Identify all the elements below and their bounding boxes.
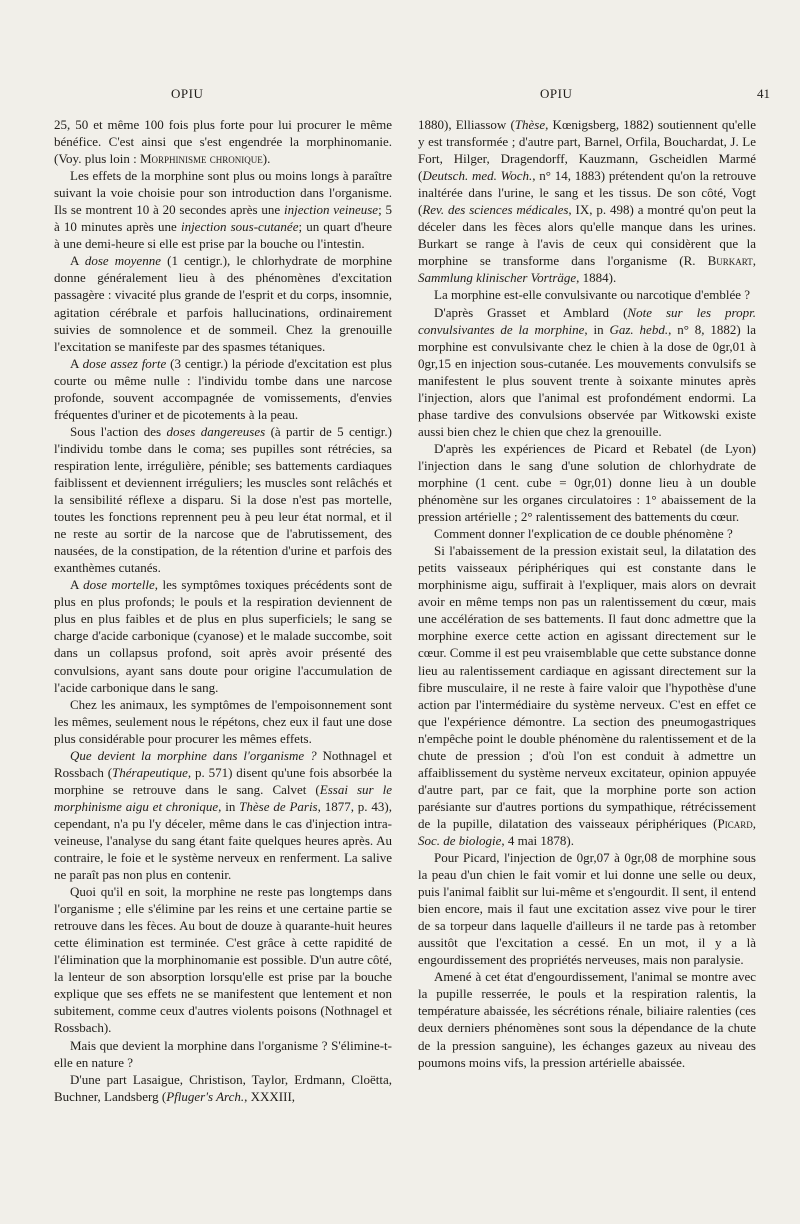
paragraph [54,883,392,1036]
small-caps-text: Morphinisme chronique [139,151,263,167]
text-run: Chez les animaux, les symptômes de l'empoisonnement sont les mêmes, seulement nous le répétons, chez eux il faut une dose plus considérable pour procurer les mêmes effets. [54,696,392,746]
italic-text: Que devient la morphine dans l'organisme ? [70,747,317,763]
text-run: , in [218,798,240,814]
text-run: 25, 50 et même 100 fois plus forte pour lui procurer le même bénéfice. C'est ainsi que s'est engendrée la morphinomanie. (Voy. plus loin : [54,117,392,167]
text-run: Sous l'action des [70,423,167,439]
text-run: A [70,355,83,371]
small-caps-text: Picard [717,815,753,831]
paragraph [418,542,756,849]
italic-text: Note sur les propr. convulsivantes de la morphine [418,304,756,337]
italic-text: Pfluger's Arch. [166,1088,245,1104]
paragraph [418,304,756,440]
text-run: , n° 14, 1883) prétendent qu'on la retrouve inaltérée dans l'urine, le sang et les tissus. De son côté, Vogt ( [418,168,756,218]
italic-text: doses dangereuses [166,423,266,439]
text-run: (à partir de 5 centigr.) l'individu tombe dans le coma; ses pupilles sont rétrécies, sa respiration lente, irrégulière, pénible; ses battements cardiaques faiblissent et deviennent irréguliers; les muscles sont relâchés et la sensibilité réflexe a disparu. Si la dose n'est pas mortelle, toutes les fonctions reprennent peu à peu leur état normal, et il ne reste au sortir de la narcose que de l'abrutissement, des nausées, de la constipation, de la rétention d'urine et parfois des exanthèmes cutanés. [54,423,392,576]
page-number: 41 [757,86,770,101]
text-run: (3 centigr.) la période d'excitation est plus courte ou même nulle : l'individu tombe dans une narcose profonde, souvent accompagnée de vomissements, d'envies fréquentes d'uriner et de picotements à la peau. [54,355,392,422]
text-run: 1880), Elliassow ( [418,117,515,132]
text-run: ). [262,151,271,167]
text-run: , [752,253,756,269]
text-run: ; un quart d'heure à une demi-heure si elle est prise par la bouche ou l'intestin. [54,219,393,252]
text-run: Amené à cet état d'engourdissement, l'animal se montre avec la pupille resserrée, le pouls et la respiration ralentis, la température abaissée, les sécrétions rénale, biliaire ralenties (ces deux derniers phénomènes sont sous la dépendance de la chute de la pression sanguine), les échanges gazeux au niveau des poumons moins vifs, la pression artérielle abaissée. [418,969,756,1070]
text-run: (1 centigr.), le chlorhydrate de morphine donne généralement lieu à des phénomènes d'excitation passagère : vivacité plus grande de l'esprit et du corps, insomnie, agitation cérébrale et parfois hallucinations, ordinairement suivies de somnolence et de sommeil. Chez la grenouille l'excitation se manifeste par des spasmes tétaniques. [54,253,393,354]
text-run: Les effets de la morphine sont plus ou moins longs à paraître suivant la voie choisie pour son introduction dans l'organisme. Ils se montrent 10 à 20 secondes après une [54,168,392,218]
italic-text: Essai sur le morphinisme aigu et chronique [54,781,393,814]
text-run: , les symptômes toxiques précédents sont de plus en plus profonds; le pouls et la respiration deviennent de plus en plus faibles et de plus en plus superficiels; le sang se charge d'acide carbonique (cyanose) et le malade succombe, soit dans un collapsus profond, soit après avoir présenté des convulsions, ayant sans doute pour origine l'accumulation de l'acide carbonique dans le sang. [54,577,393,695]
text-run: A [70,577,84,593]
small-caps-text: Burkart [707,253,753,269]
italic-text: Thérapeutique [112,764,188,780]
paragraph [418,116,756,286]
text-run: Quoi qu'il en soit, la morphine ne reste pas longtemps dans l'organisme ; elle s'élimine par les reins et une certaine partie se retrouve dans les fèces. Au bout de douze à quarante-huit heures cette élimination est terminée. C'est grâce à cette rapidité de l'élimination que la morphinomanie est possible. D'un autre côté, la lenteur de son absorption lorsqu'elle est prise par la bouche explique que ses effets ne se manifestent que lentement et non subitement, comme ceux d'autres violents poisons (Nothnagel et Rossbach). [54,884,392,1036]
text-run: La morphine est-elle convulsivante ou narcotique d'emblée ? [434,287,751,303]
text-run: , 1884). [576,270,617,286]
text-run: D'une part Lasaigue, Christison, Taylor, Erdmann, Cloëtta, Buchner, Landsberg ( [54,1071,392,1104]
text-run: , in [584,321,610,337]
text-run: Comment donner l'explication de ce double phénomène ? [434,526,733,542]
italic-text: dose moyenne [84,253,161,269]
text-run: Mais que devient la morphine dans l'organisme ? S'élimine-t-elle en nature ? [54,1037,392,1070]
text-run: , [752,815,756,831]
italic-text: Thèse [514,117,546,132]
paragraph [418,286,756,303]
italic-text: Rev. des sciences médicales [422,202,569,218]
running-head-right: OPIU [540,86,573,101]
text-run: A [70,253,85,269]
paragraph [54,167,392,252]
italic-text: Thèse de Paris [239,798,318,814]
text-run: Pour Picard, l'injection de 0gr,07 à 0gr,08 de morphine sous la peau d'un chien le fait vomir et lui donne une selle ou deux, puis l'animal faiblit sur lui-même et s'engourdit. Il sent, il entend bien encore, mais il faut une excitation assez vive pour le tirer de sa torpeur dans laquelle d'ailleurs il ne tarde pas à retomber aussitôt que l'excitation a cessé. En un mot, il y a là engourdissement des propriétés nerveuses, mais non paralysie. [418,850,756,968]
paragraph [54,1071,392,1105]
paragraph [54,252,392,354]
text-run: , Kœnigsberg, 1882) soutiennent qu'elle y est transformée ; d'autre part, Barnel, Orfila, Bouchardat, J. Le Fort, Hilger, Dragendorff, Kauzmann, Gscheidlen Marmé ( [418,117,756,184]
text-run: , p. 571) disent qu'une fois absorbée la morphine se retrouve dans le sang. Calvet ( [54,764,392,797]
paragraph [54,747,392,883]
text-run: D'après Grasset et Amblard ( [434,304,628,320]
paragraph [418,968,756,1070]
paragraph [54,423,392,576]
paragraph [54,696,392,747]
paragraph [54,355,392,423]
italic-text: Soc. de biologie [418,832,502,848]
text-run: Si l'abaissement de la pression existait seul, la dilatation des petits vaisseaux périphériques qui est constante dans le morphinisme aigu, suffirait à l'expliquer, mais alors on devrait avoir en même temps non pas un ralentissement du cœur, mais une accélération de ses battements. Il faut donc admettre que la morphine exerce cette action en agissant directement sur le cœur. Comme il est peu vraisemblable que cette substance donne lieu au ralentissement cardiaque en agissant directement sur la fibre musculaire, il ne reste à faire valoir que l'hypothèse d'une action par l'intermédiaire du système nerveux. C'est en effet ce que l'expérience démontre. La section des pneumogastriques n'empêche point le double phénomène du ralentissement et de la chute de pression ; d'où l'on est conduit à admettre un affaiblissement du système nerveux excitateur, opinion appuyée d'autre part, par ce fait, que la morphine porte son action parésiante sur d'autres portions du sympathique, rétrécissement de la pupille, dilatation des vaisseaux périphériques ( [418,543,756,831]
text-run: , XXXIII, [244,1088,296,1104]
italic-text: Gaz. hebd. [609,321,669,337]
paragraph [418,525,756,542]
paragraph [54,116,392,167]
text-run: , 4 mai 1878). [501,832,574,848]
running-head-left: OPIU [171,86,204,101]
italic-text: injection sous-cutanée [180,219,299,235]
italic-text: dose mortelle [83,577,155,593]
paragraph [418,440,756,525]
text-run: ; 5 à 10 minutes après une [54,202,392,235]
right-column [418,116,756,1071]
italic-text: dose assez forte [82,355,167,371]
paragraph [54,576,392,695]
paragraph [418,849,756,968]
italic-text: Deutsch. med. Woch. [422,168,533,184]
italic-text: Sammlung klinischer Vorträge [418,270,577,286]
paragraph [54,1037,392,1071]
text-run: D'après les expériences de Picard et Rebatel (de Lyon) l'injection dans le sang d'une solution de chlorhydrate de morphine (1 cent. cube = 0gr,01) donne lieu à un double phénomène sur les organes circulatoires : 1° abaissement de la pression artérielle ; 2° ralentissement des battements du cœur. [418,440,756,525]
text-run: , IX, p. 498) a montré qu'on peut la déceler dans les fèces alors qu'elle manque dans les urines. Burkart se range à l'avis de ceux qui considèrent que la morphine se transforme dans l'organisme (R. [418,202,757,269]
left-column [54,116,392,1105]
italic-text: injection veineuse [284,202,379,218]
text-run: Nothnagel et Rossbach ( [54,747,392,780]
text-run: , n° 8, 1882) la morphine est convulsivante chez le chien à la dose de 0gr,01 à 0gr,15 en injection sous-cutanée. Les mouvements convulsifs se manifestent le plus souvent trente à soixante minutes après l'injection, alors que l'animal est profondément endormi. La phase tardive des convulsions observée par Witkowski existe aussi bien chez le chien que chez la grenouille. [418,321,756,439]
text-run: , 1877, p. 43), cependant, n'a pu l'y déceler, même dans le cas d'injection intra-veineuse, l'analyse du sang étant faite quelques heures après. Au contraire, le foie et le système nerveux en renferment. La salive ne paraît pas non plus en contenir. [54,798,392,883]
